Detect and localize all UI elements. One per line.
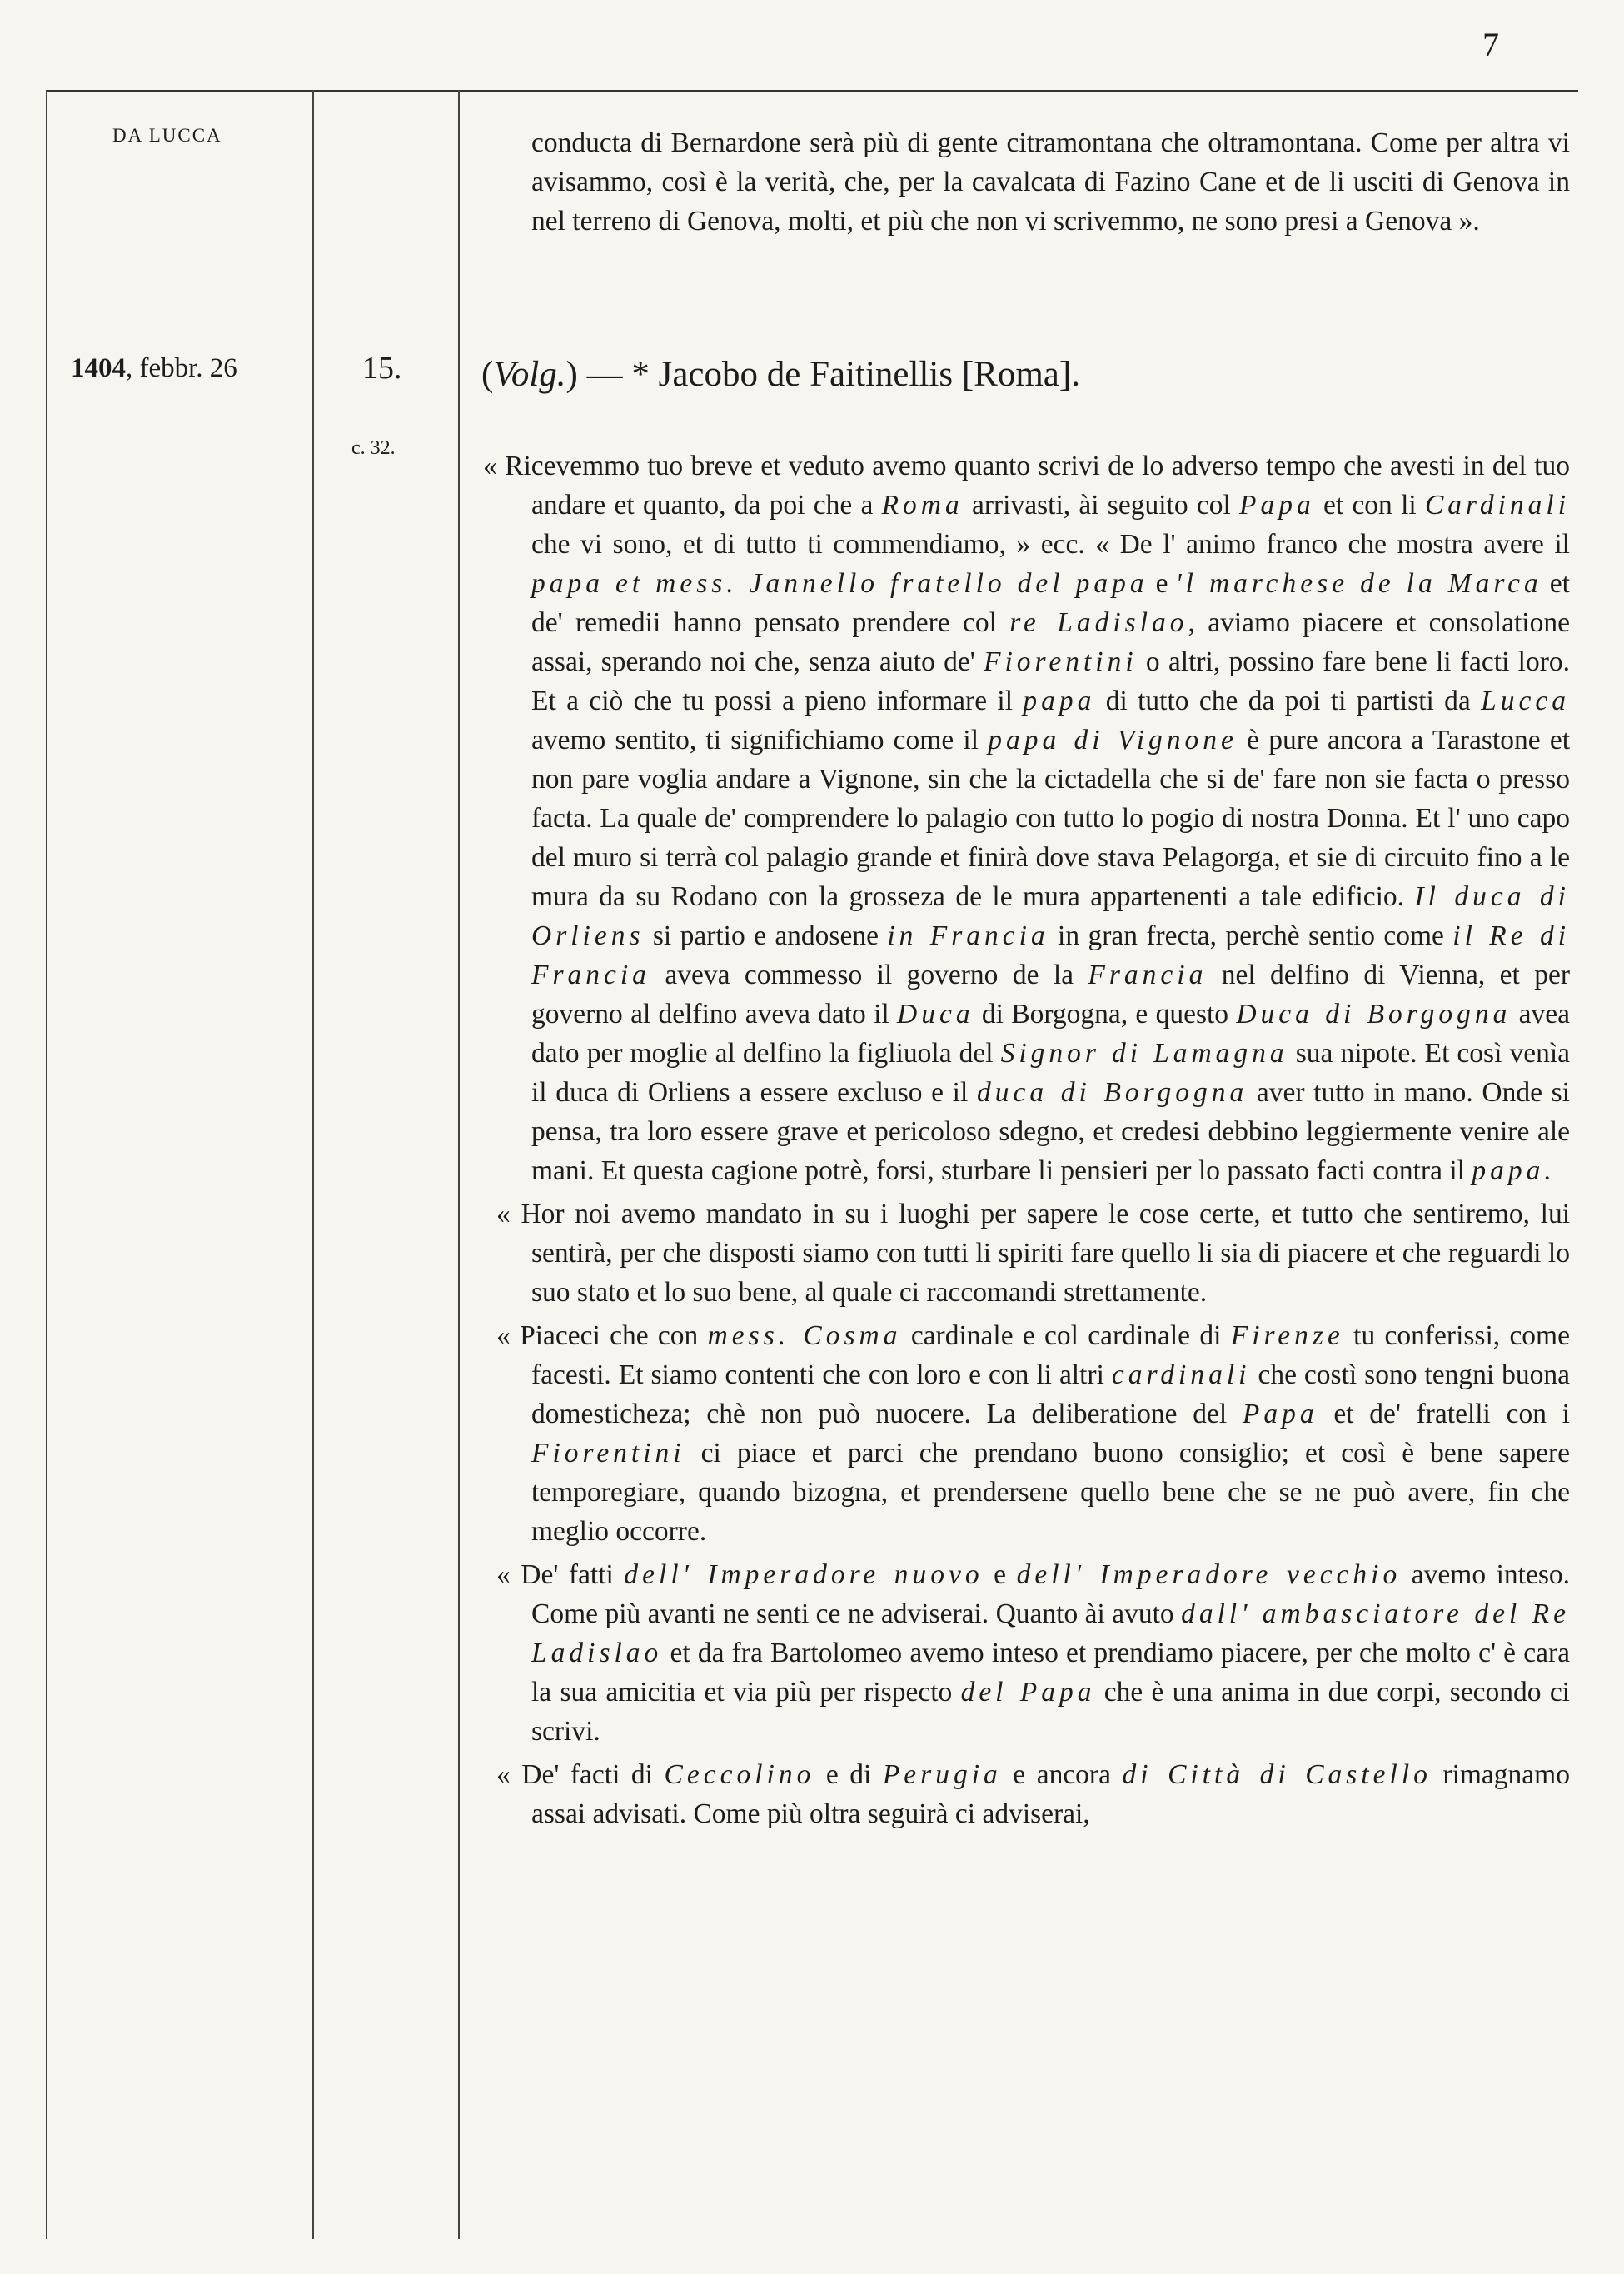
text-segment: et de' fratelli con i <box>1318 1399 1570 1429</box>
section-header-label: DA LUCCA <box>112 125 222 146</box>
emphasized-name: Ceccolino <box>664 1759 815 1790</box>
text-segment: e ancora <box>1001 1759 1123 1790</box>
text-segment: « Ricevemmo tuo breve et veduto avemo quanto scrivi de lo adverso tempo che avesti in del tuo andare et quanto, da poi che a <box>483 451 1570 521</box>
emphasized-name: Roma <box>881 490 964 521</box>
text-segment: aver tutto in mano. Onde si pensa, tra loro essere grave et pericoloso sdegno, et credesi debbino leggiermente venire ale mani. Et questa cagione potrè, forsi, sturbare li pensieri per lo passato facti contra il <box>531 1077 1570 1186</box>
text-segment: che è una anima in due corpi, secondo ci scrivi. <box>531 1677 1570 1747</box>
number-column-rule <box>458 90 460 2239</box>
emphasized-name: papa <box>1023 686 1096 716</box>
text-segment: o altri, possino fare bene li facti loro. Et a ciò che tu possi a pieno informare il <box>531 646 1570 716</box>
document-date <box>71 353 237 384</box>
emphasized-name: Signor di Lamagna <box>1000 1038 1288 1069</box>
emphasized-name: il Re di Francia <box>531 920 1571 990</box>
text-segment: arrivasti, ài seguito col <box>963 490 1240 521</box>
text-segment: sua nipote. Et così venìa il duca di Orliens a essere excluso e il <box>531 1038 1570 1108</box>
document-number: 15. <box>362 351 402 386</box>
emphasized-name: Francia <box>1088 960 1208 990</box>
letter-paragraph <box>483 1316 1570 1551</box>
emphasized-name: Fiorentini <box>531 1438 685 1469</box>
text-segment: « De' facti di <box>496 1759 665 1790</box>
emphasized-name: cardinali <box>1111 1359 1251 1390</box>
date-column-rule <box>312 90 314 2239</box>
emphasized-name: Firenze <box>1230 1320 1344 1351</box>
text-segment: « Piaceci che con <box>496 1320 708 1351</box>
emphasized-name: Lucca <box>1481 686 1570 716</box>
text-segment: è pure ancora a Tarastone et non pare voglia andare a Vignone, sin che la cictadella che si de' fare non sie facta o presso facta. La quale de' comprendere lo palagio con tutto lo pogio di nostra Donna. Et l' uno capo del muro si terrà col palagio grande et finirà dove stava Pelagorga, et sie di circuito fino a le mura da su Rodano con la grosseza de le mura appartenenti a tale edificio. <box>531 725 1570 912</box>
text-segment: cardinale e col cardinale di <box>901 1320 1231 1351</box>
continuation-paragraph: conducta di Bernardone serà più di gente citramontana che oltramontana. Come per altra vi avisammo, così è la verità, che, per la cavalcata di Fazino Cane et de li usciti di Genova in nel terreno di Genova, molti, et più che non vi scrivemmo, ne sono presi a Genova ». <box>531 127 1570 237</box>
letter-body <box>483 446 1570 1838</box>
letter-paragraph <box>483 1755 1570 1833</box>
emphasized-name: Duca <box>897 999 974 1030</box>
text-segment: avea dato per moglie al delfino la figliuola del <box>531 999 1570 1069</box>
emphasized-name: Papa <box>1242 1399 1318 1429</box>
text-segment: « Hor noi avemo mandato in su i luoghi per sapere le cose certe, et tutto che sentiremo, lui sentirà, per che disposti siamo con tutti li spiriti fare quello li sia di piacere et che reguardi lo suo stato et lo suo bene, al quale ci raccomandi strettamente. <box>496 1199 1570 1308</box>
emphasized-name: Cardinali <box>1424 490 1570 521</box>
text-segment: avemo sentito, ti significhiamo come il <box>531 725 989 756</box>
letter-paragraph <box>483 446 1570 1190</box>
text-segment: « De' fatti <box>496 1559 625 1590</box>
text-segment: in gran frecta, perchè sentio come <box>1049 920 1453 951</box>
emphasized-name: mess. Cosma <box>707 1320 902 1351</box>
title-language: Volg. <box>493 355 566 394</box>
emphasized-name: re Ladislao <box>1009 607 1188 638</box>
emphasized-name: 'l marchese de la Marca <box>1175 568 1542 599</box>
document-title <box>481 354 1080 395</box>
emphasized-name: del Papa <box>960 1677 1096 1708</box>
emphasized-name: Il duca di Orliens <box>531 881 1570 951</box>
carta-reference: c. 32. <box>351 437 396 459</box>
letter-paragraph <box>483 1194 1570 1312</box>
text-segment: di tutto che da poi ti partisti da <box>1095 686 1482 716</box>
emphasized-name: di Città di Castello <box>1122 1759 1432 1790</box>
document-date-rest: , febbr. 26 <box>126 353 237 383</box>
emphasized-name: Papa <box>1239 490 1315 521</box>
letter-paragraph <box>483 1555 1570 1751</box>
emphasized-name: dell' Imperadore nuovo <box>624 1559 984 1590</box>
emphasized-name: dall' ambasciatore del Re Ladislao <box>531 1598 1571 1668</box>
text-segment: di Borgogna, e questo <box>974 999 1237 1030</box>
text-segment: aveva commesso il governo de la <box>650 960 1088 990</box>
text-segment: avemo inteso. Come più avanti ne senti ce ne adviserai. Quanto ài avuto <box>531 1559 1571 1629</box>
title-open-paren: ( <box>481 355 494 394</box>
text-segment: si partio e andosene <box>644 920 888 951</box>
title-addressee: ) — * Jacobo de Faitinellis [Roma]. <box>565 355 1080 394</box>
text-segment: e <box>1148 568 1176 599</box>
text-segment: rimagnamo assai advisati. Come più oltra seguirà ci adviserai, <box>531 1759 1570 1829</box>
page-number: 7 <box>1482 26 1499 63</box>
emphasized-name: papa. <box>1472 1155 1556 1186</box>
emphasized-name: Duca di Borgogna <box>1236 999 1512 1030</box>
emphasized-name: dell' Imperadore vecchio <box>1016 1559 1402 1590</box>
text-segment: che costì sono tengni buona domestichezа; chè non può nuocere. La deliberatione del <box>531 1359 1571 1429</box>
emphasized-name: duca di Borgogna <box>976 1077 1248 1108</box>
continuation-text <box>483 123 1570 241</box>
emphasized-name: Fiorentini <box>984 646 1138 677</box>
emphasized-name: papa di Vignone <box>988 725 1238 756</box>
text-segment: nel delfino di Vienna, et per governo al delfino aveva dato il <box>531 960 1570 1030</box>
text-segment: che vi sono, et di tutto ti commendiamo, » ecc. « De l' animo franco che mostra avere il <box>531 529 1570 560</box>
emphasized-name: papa et mess. Jannello fratello del papa <box>531 568 1148 599</box>
document-year: 1404 <box>71 353 126 383</box>
emphasized-name: in Francia <box>887 920 1049 951</box>
text-segment: e <box>983 1559 1017 1590</box>
text-segment: ci piace et parci che prendano buono consiglio; et così è bene sapere temporegiare, quando bizogna, et prendersene quello bene che se ne può avere, fin che meglio occorre. <box>531 1438 1570 1547</box>
text-segment: e di <box>814 1759 883 1790</box>
emphasized-name: Perugia <box>882 1759 1002 1790</box>
left-margin-rule <box>46 90 47 2239</box>
text-segment: tu conferissi, come facesti. Et siamo contenti che con loro e con li altri <box>531 1320 1570 1390</box>
text-segment: , aviamo piacere et consolatione assai, sperando noi che, senza aiuto de' <box>531 607 1570 677</box>
text-segment: et de' remedii hanno pensato prendere col <box>531 568 1570 638</box>
text-segment: et da fra Bartolomeo avemo inteso et prendiamo piacere, per che molto c' è cara la sua amicitia et via più per rispecto <box>531 1638 1570 1708</box>
text-segment: et con li <box>1314 490 1425 521</box>
header-rule <box>46 90 1578 92</box>
